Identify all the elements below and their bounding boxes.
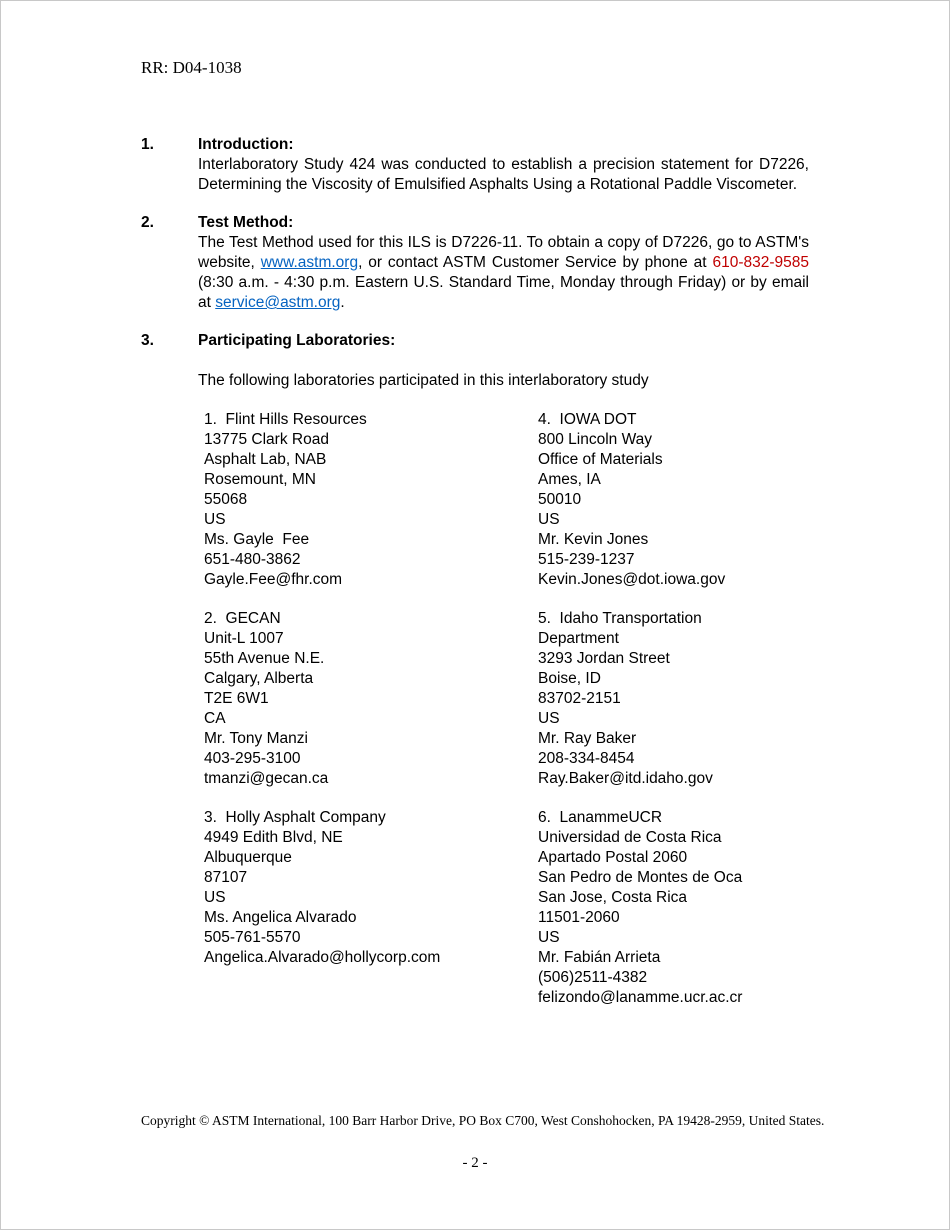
lab-line: Mr. Ray Baker bbox=[538, 730, 637, 747]
lab-line: 403-295-3100 bbox=[204, 750, 301, 767]
lab-line: tmanzi@gecan.ca bbox=[204, 770, 329, 787]
lab-line: Ames, IA bbox=[538, 471, 601, 488]
lab-line: US bbox=[538, 929, 560, 946]
lab-line: T2E 6W1 bbox=[204, 690, 269, 707]
lab-line: 800 Lincoln Way bbox=[538, 431, 653, 448]
copyright-footer: Copyright © ASTM International, 100 Barr Harbor Drive, PO Box C700, West Conshohocken, PA 19428-2959, United States. bbox=[141, 1113, 825, 1128]
lab-entry bbox=[538, 410, 809, 590]
text-segment: , or contact ASTM Customer Service by phone at bbox=[358, 254, 713, 271]
lab-line: Rosemount, MN bbox=[204, 471, 316, 488]
page-number: - 2 - bbox=[462, 1155, 488, 1171]
astm-website-link[interactable]: www.astm.org bbox=[260, 254, 359, 271]
lab-line: Unit-L 1007 bbox=[204, 630, 284, 647]
lab-line: Department bbox=[538, 630, 619, 647]
section-number: 3. bbox=[141, 332, 154, 349]
lab-line: (506)2511-4382 bbox=[538, 969, 648, 986]
section-body bbox=[198, 135, 809, 195]
lab-line: 87107 bbox=[204, 869, 248, 886]
lab-line: Asphalt Lab, NAB bbox=[204, 451, 327, 468]
lab-line: CA bbox=[204, 710, 226, 727]
lab-entry bbox=[204, 808, 538, 1008]
lab-line: 13775 Clark Road bbox=[204, 431, 329, 448]
lab-line: Apartado Postal 2060 bbox=[538, 849, 688, 866]
lab-line: Mr. Kevin Jones bbox=[538, 531, 649, 548]
text-segment: . bbox=[340, 294, 345, 311]
text-segment: (8:30 a.m. - 4:30 p.m. Eastern U.S. Standard Time, Monday through Friday) or by email at bbox=[198, 274, 809, 311]
lab-line: 55068 bbox=[204, 491, 248, 508]
lab-line: Ray.Baker@itd.idaho.gov bbox=[538, 770, 713, 787]
lab-line: 4. IOWA DOT bbox=[538, 411, 637, 428]
section-number: 1. bbox=[141, 136, 154, 153]
section-test-method bbox=[141, 213, 809, 313]
labs-grid bbox=[198, 410, 809, 1008]
test-method-paragraph bbox=[198, 233, 809, 313]
section-title-test-method: Test Method: bbox=[198, 214, 294, 231]
section-number: 2. bbox=[141, 214, 154, 231]
lab-line: US bbox=[538, 511, 560, 528]
lab-line: Ms. Angelica Alvarado bbox=[204, 909, 357, 926]
page-content bbox=[1, 1, 949, 1008]
lab-entry bbox=[204, 609, 538, 789]
lab-line: US bbox=[204, 889, 226, 906]
lab-line: Albuquerque bbox=[204, 849, 292, 866]
service-email-link[interactable]: service@astm.org bbox=[215, 294, 341, 311]
lab-entry bbox=[538, 609, 809, 789]
lab-line: 505-761-5570 bbox=[204, 929, 301, 946]
customer-service-phone: 610-832-9585 bbox=[712, 254, 809, 271]
section-introduction bbox=[141, 135, 809, 195]
lab-line: US bbox=[538, 710, 560, 727]
section-title-participating-laboratories: Participating Laboratories: bbox=[198, 332, 396, 349]
text-segment: The Test Method used for this ILS is D7226-11. To obtain a copy of D7226, go to ASTM's website, bbox=[198, 234, 809, 271]
lab-line: Gayle.Fee@fhr.com bbox=[204, 571, 343, 588]
lab-line: 83702-2151 bbox=[538, 690, 621, 707]
lab-line: 4949 Edith Blvd, NE bbox=[204, 829, 343, 846]
lab-line: 3293 Jordan Street bbox=[538, 650, 670, 667]
lab-line: 515-239-1237 bbox=[538, 551, 635, 568]
labs-intro-text: The following laboratories participated in this interlaboratory study bbox=[198, 372, 649, 389]
lab-line: Office of Materials bbox=[538, 451, 663, 468]
lab-line: Angelica.Alvarado@hollycorp.com bbox=[204, 949, 441, 966]
lab-line: US bbox=[204, 511, 226, 528]
introduction-paragraph: Interlaboratory Study 424 was conducted to establish a precision statement for D7226, Determining the Viscosity of Emulsified Asphalts Using a Rotational Paddle Viscometer. bbox=[198, 156, 809, 193]
lab-line: 1. Flint Hills Resources bbox=[204, 411, 367, 428]
lab-line: 11501-2060 bbox=[538, 909, 620, 926]
lab-line: Ms. Gayle Fee bbox=[204, 531, 310, 548]
section-body bbox=[198, 331, 809, 1008]
lab-line: 208-334-8454 bbox=[538, 750, 635, 767]
lab-line: 2. GECAN bbox=[204, 610, 281, 627]
lab-line: 5. Idaho Transportation bbox=[538, 610, 702, 627]
lab-line: 651-480-3862 bbox=[204, 551, 301, 568]
lab-line: 50010 bbox=[538, 491, 582, 508]
lab-entry bbox=[538, 808, 809, 1008]
lab-line: San Jose, Costa Rica bbox=[538, 889, 688, 906]
lab-line: 55th Avenue N.E. bbox=[204, 650, 325, 667]
lab-line: Universidad de Costa Rica bbox=[538, 829, 722, 846]
report-id: RR: D04-1038 bbox=[141, 58, 242, 77]
lab-line: Kevin.Jones@dot.iowa.gov bbox=[538, 571, 726, 588]
section-title-introduction: Introduction: bbox=[198, 136, 294, 153]
section-body bbox=[198, 213, 809, 313]
section-participating-laboratories bbox=[141, 331, 809, 1008]
lab-line: San Pedro de Montes de Oca bbox=[538, 869, 743, 886]
lab-line: Boise, ID bbox=[538, 670, 601, 687]
lab-line: Mr. Fabián Arrieta bbox=[538, 949, 661, 966]
lab-line: Mr. Tony Manzi bbox=[204, 730, 308, 747]
lab-line: felizondo@lanamme.ucr.ac.cr bbox=[538, 989, 743, 1006]
lab-line: Calgary, Alberta bbox=[204, 670, 314, 687]
lab-entry bbox=[204, 410, 538, 590]
lab-line: 3. Holly Asphalt Company bbox=[204, 809, 386, 826]
lab-line: 6. LanammeUCR bbox=[538, 809, 663, 826]
